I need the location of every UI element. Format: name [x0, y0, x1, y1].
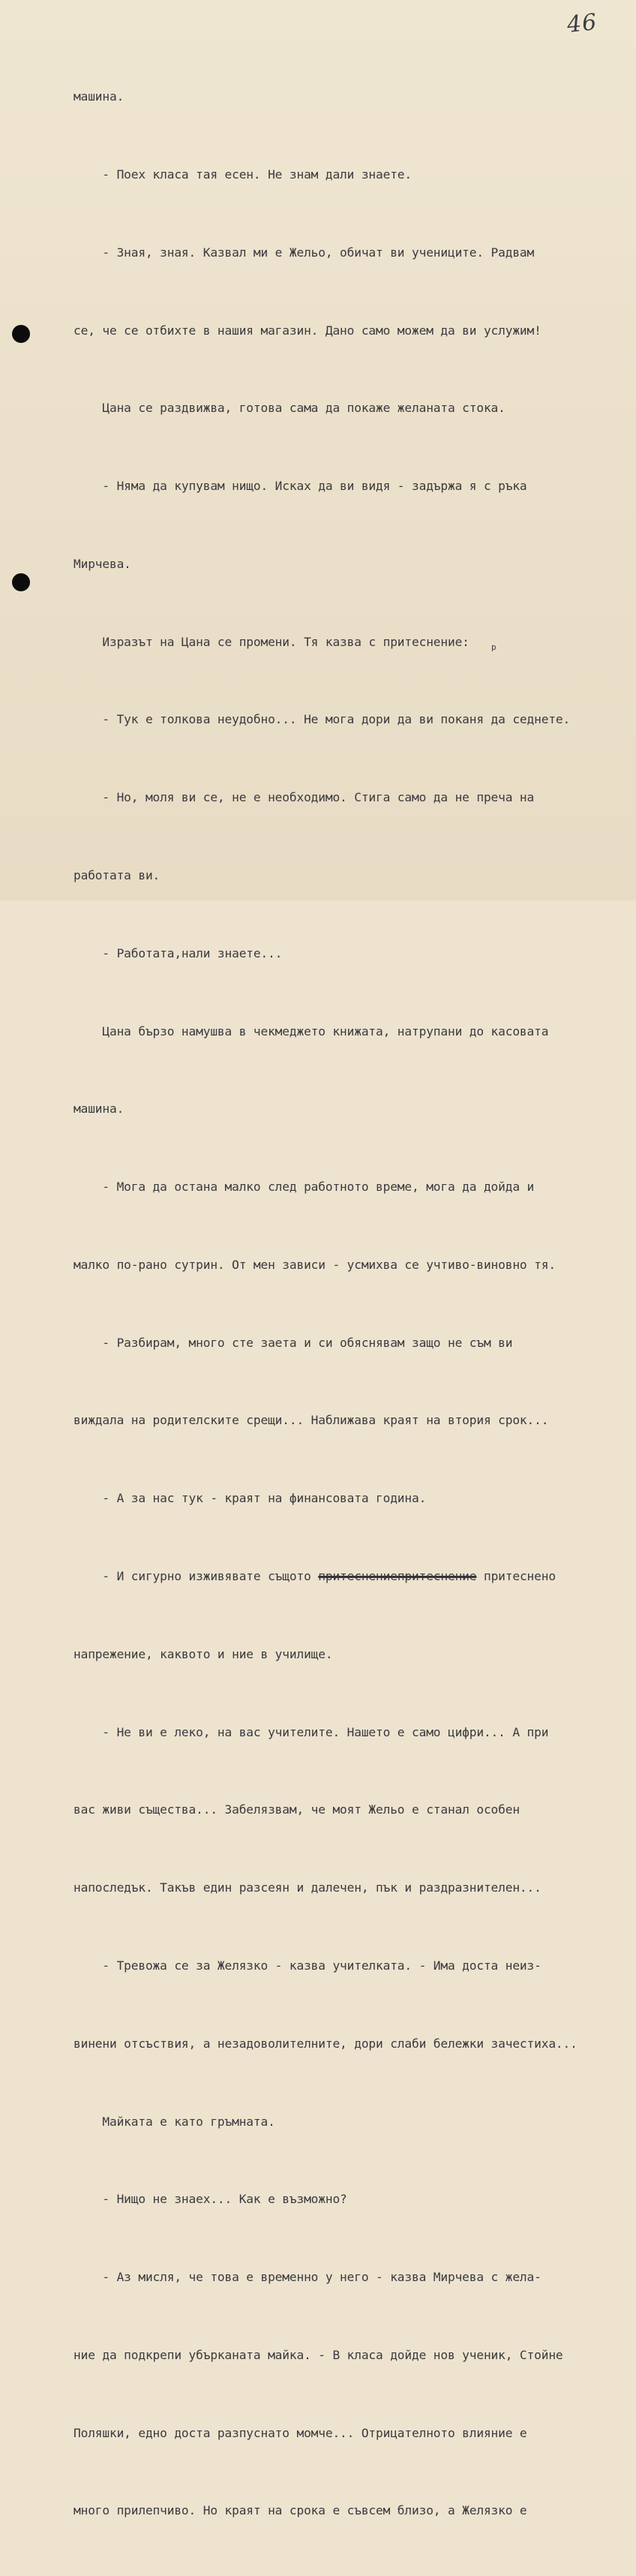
- text-line: - Тук е толкова неудобно... Не мога дори да ви поканя да седнете.: [74, 712, 571, 727]
- typewritten-text: [74, 32, 636, 2576]
- text-line: - Мога да остана малко след работното време, мога да дойда и: [74, 1180, 535, 1195]
- handwritten-correction-mark: р: [491, 642, 496, 652]
- text-line: машина.: [74, 1102, 124, 1117]
- text-line: - Не ви е леко, на вас учителите. Нашето е само цифри... А при: [74, 1724, 549, 1739]
- text-line: - А за нас тук - краят на финансовата година.: [74, 1491, 427, 1506]
- text-line: виждала на родителските срещи... Наближава краят на втория срок...: [74, 1413, 549, 1428]
- text-line: напоследък. Такъв един разсеян и далечен, пък и раздразнителен...: [74, 1880, 542, 1895]
- struck-out-text: притеснениепритеснение: [318, 1569, 477, 1584]
- text-line-start: - И сигурно изживявате същото: [74, 1569, 319, 1584]
- text-line: много прилепчиво. Но краят на срока е съвсем близо, а Желязко е: [74, 2503, 527, 2518]
- text-line: - Работата,нали знаете...: [74, 945, 283, 960]
- text-line: - Нищо не знаех... Как е възможно?: [74, 2192, 347, 2207]
- text-line: напрежение, каквото и ние в училище.: [74, 1646, 333, 1661]
- text-line: - Поех класа тая есен. Не знам дали знаете.: [74, 167, 412, 182]
- text-line: вас живи същества... Забелязвам, че моят Жельо е станал особен: [74, 1802, 520, 1817]
- text-line: Цана бързо намушва в чекмеджето книжата, натрупани до касовата: [74, 1023, 549, 1039]
- text-line: - Тревожа се за Желязко - казва учителката. - Има доста неиз-: [74, 1958, 542, 1973]
- punch-hole: [12, 325, 30, 343]
- text-line: - Няма да купувам нищо. Исках да ви видя - задържа я с ръка: [74, 479, 527, 494]
- text-line: Цана се раздвижва, готова сама да покаже желаната стока.: [74, 401, 506, 416]
- text-line: винени отсъствия, а незадоволителните, дори слаби бележки зачестиха...: [74, 2036, 578, 2051]
- text-line: малко по-рано сутрин. От мен зависи - усмихва се учтиво-виновно тя.: [74, 1257, 556, 1272]
- punch-hole: [12, 573, 30, 591]
- text-line-end: притеснено: [476, 1569, 556, 1584]
- text-line-with-strikethrough: [74, 1564, 636, 1590]
- text-line: - Зная, зная. Казвал ми е Жельо, обичат ви учениците. Радвам: [74, 245, 535, 260]
- text-line: - Аз мисля, че това е временно у него - казва Мирчева с жела-: [74, 2270, 542, 2285]
- text-line: работата ви.: [74, 868, 160, 882]
- page-number: 46: [566, 8, 598, 39]
- text-line: - Разбирам, много сте заета и си обяснявам защо не съм ви: [74, 1335, 513, 1350]
- text-line: - Но, моля ви се, не е необходимо. Стига само да не преча на: [74, 790, 535, 805]
- text-line: се, че се отбихте в нашия магазин. Дано само можем да ви услужим!: [74, 323, 542, 338]
- text-line: Поляшки, едно доста разпуснато момче... Отрицателното влияние е: [74, 2425, 527, 2440]
- text-line: ние да подкрепи убърканата майка. - В класа дойде нов ученик, Стойне: [74, 2347, 563, 2362]
- text-line: Мирчева.: [74, 556, 131, 571]
- text-line: Майката е като гръмната.: [74, 2114, 275, 2129]
- text-line: машина.: [74, 89, 124, 104]
- text-line: Изразът на Цана се промени. Тя казва с притеснение:: [74, 634, 470, 649]
